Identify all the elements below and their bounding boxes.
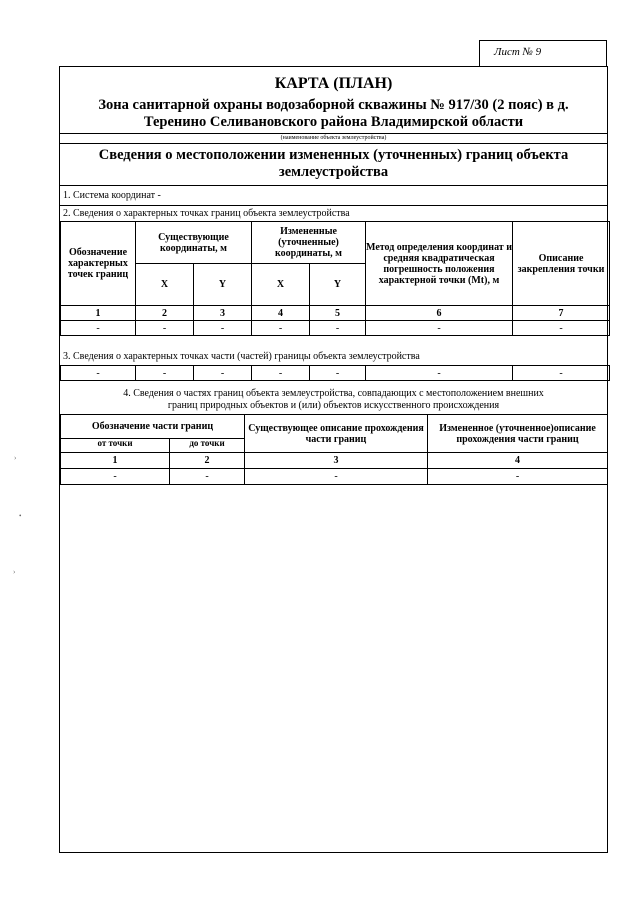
column-number: 6 xyxy=(366,306,513,321)
header-existing-coordinates: Существующие координаты, м xyxy=(136,222,252,264)
table-cell: - xyxy=(245,469,428,485)
section-4-line1: 4. Сведения о частях границ объекта землеустройства, совпадающих с местоположением внешних xyxy=(123,388,544,399)
divider xyxy=(60,205,607,206)
table-cell: - xyxy=(194,321,252,336)
header-method: Метод определения координат и средняя квадратическая погрешность положения характерной точки (Mt), м xyxy=(366,222,513,306)
column-number: 3 xyxy=(194,306,252,321)
sheet-number-label: Лист № 9 xyxy=(479,40,607,67)
header-x-changed: X xyxy=(252,264,310,306)
part-points-table xyxy=(60,365,610,381)
table-cell: - xyxy=(136,366,194,381)
document-frame xyxy=(59,66,608,853)
divider xyxy=(60,133,607,134)
object-name-line1: Зона санитарной охраны водозаборной скважины № 917/30 (2 пояс) в д. xyxy=(98,97,569,113)
divider xyxy=(60,143,607,144)
column-number: 1 xyxy=(61,453,170,469)
divider xyxy=(60,185,607,186)
table-row xyxy=(61,469,608,485)
table-cell: - xyxy=(513,321,610,336)
column-number: 7 xyxy=(513,306,610,321)
table-cell: - xyxy=(252,366,310,381)
header-description: Описание закрепления точки xyxy=(513,222,610,306)
object-name-caption: (наименование объекта землеустройства) xyxy=(280,135,387,141)
table-cell: - xyxy=(366,321,513,336)
section-heading xyxy=(60,147,607,181)
table-cell: - xyxy=(513,366,610,381)
header-to-point: до точки xyxy=(170,439,245,453)
section-3-title: 3. Сведения о характерных точках части (частей) границы объекта землеустройства xyxy=(63,351,420,362)
table-cell: - xyxy=(252,321,310,336)
table-cell: - xyxy=(310,321,366,336)
table-cell: - xyxy=(194,366,252,381)
margin-mark: › xyxy=(13,568,16,576)
object-name xyxy=(60,97,607,131)
column-number: 4 xyxy=(252,306,310,321)
table-cell: - xyxy=(61,366,136,381)
section-heading-line2: землеустройства xyxy=(278,164,389,180)
characteristic-points-table xyxy=(60,221,610,336)
section-4-title xyxy=(60,388,607,412)
column-number: 4 xyxy=(428,453,608,469)
header-y-changed: Y xyxy=(310,264,366,306)
column-number: 5 xyxy=(310,306,366,321)
margin-mark: › xyxy=(14,454,17,462)
boundary-parts-table xyxy=(60,414,608,485)
table-cell: - xyxy=(310,366,366,381)
margin-mark: • xyxy=(19,512,22,520)
table-cell: - xyxy=(366,366,513,381)
header-changed-description: Измененное (уточненное)описание прохождения части границ xyxy=(428,415,608,453)
header-changed-coordinates: Измененные (уточненные) координаты, м xyxy=(252,222,366,264)
column-number-row xyxy=(61,453,608,469)
header-existing-description: Существующее описание прохождения части границ xyxy=(245,415,428,453)
table-cell: - xyxy=(170,469,245,485)
table-cell: - xyxy=(428,469,608,485)
table-cell: - xyxy=(136,321,194,336)
table-cell: - xyxy=(61,321,136,336)
column-number: 2 xyxy=(136,306,194,321)
section-4-line2: границ природных объектов и (или) объектов искусственного происхождения xyxy=(167,400,500,411)
header-y-existing: Y xyxy=(194,264,252,306)
header-x-existing: X xyxy=(136,264,194,306)
column-number-row xyxy=(61,306,610,321)
header-part-designation: Обозначение части границ xyxy=(61,415,245,439)
table-row xyxy=(61,321,610,336)
table-row xyxy=(61,366,610,381)
section-2-title: 2. Сведения о характерных точках границ объекта землеустройства xyxy=(63,208,350,219)
header-designation: Обозначение характерных точек границ xyxy=(61,222,136,306)
column-number: 3 xyxy=(245,453,428,469)
section-1-coordinate-system: 1. Система координат - xyxy=(63,190,161,201)
section-heading-line1: Сведения о местоположении измененных (уточненных) границ объекта xyxy=(98,147,569,163)
document-title: КАРТА (ПЛАН) xyxy=(274,75,393,92)
object-name-line2: Теренино Селивановского района Владимирской области xyxy=(143,114,524,130)
column-number: 1 xyxy=(61,306,136,321)
table-cell: - xyxy=(61,469,170,485)
column-number: 2 xyxy=(170,453,245,469)
header-from-point: от точки xyxy=(61,439,170,453)
